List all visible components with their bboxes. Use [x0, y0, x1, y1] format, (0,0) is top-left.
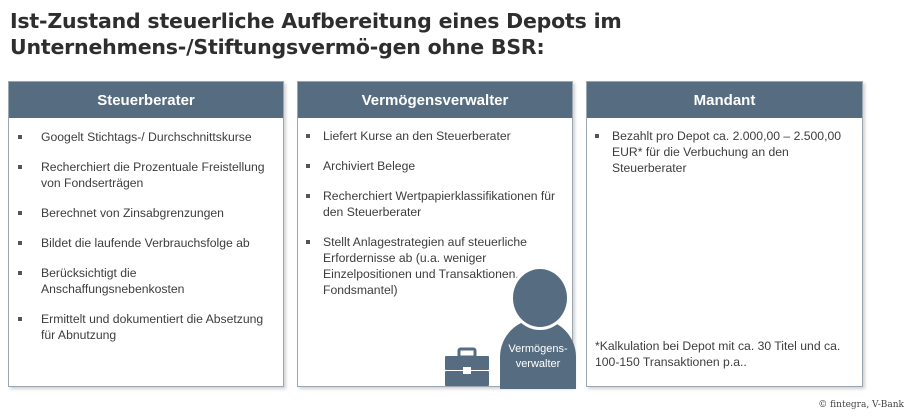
footnote: *Kalkulation bei Depot mit ca. 30 Titel und ca. 100-150 Transaktionen p.a..	[595, 339, 841, 369]
list-item: Stellt Anlagestrategien auf steuerliche Erfordernisse ab (u.a. weniger Einzelpositionen und Transaktionen, Fondsmantel)	[306, 234, 564, 298]
list-item: Bezahlt pro Depot ca. 2.000,00 – 2.500,00 EUR* für die Verbuchung an den Steuerberater	[595, 128, 854, 176]
bullet-list	[9, 118, 283, 343]
bullet-list	[587, 118, 862, 176]
list-item: Berechnet von Zinsabgrenzungen	[18, 205, 275, 221]
list-item: Googelt Stichtags-/ Durchschnittskurse	[18, 129, 275, 145]
list-item: Recherchiert Wertpapierklassifikationen für den Steuerberater	[306, 188, 564, 220]
card-header-mandant: Mandant	[587, 82, 862, 118]
card-header-steuerberater: Steuerberater	[9, 82, 283, 118]
list-item: Recherchiert die Prozentuale Freistellung von Fondserträgen	[18, 159, 275, 191]
list-item: Liefert Kurse an den Steuerberater	[306, 128, 564, 144]
list-item: Ermittelt und dokumentiert die Absetzung für Abnutzung	[18, 311, 275, 343]
list-item: Bildet die laufende Verbrauchsfolge ab	[18, 235, 275, 251]
briefcase-icon	[444, 347, 490, 387]
list-item: Berücksichtigt die Anschaffungsnebenkosten	[18, 265, 275, 297]
list-item: Archiviert Belege	[306, 158, 564, 174]
card-steuerberater	[8, 81, 284, 387]
person-head	[510, 266, 570, 330]
copyright-notice: © fintegra, V-Bank	[818, 400, 904, 410]
card-header-vermoegensverwalter: Vermögensverwalter	[298, 82, 572, 118]
page-title: Ist-Zustand steuerliche Aufbereitung eines Depots im Unternehmens-/Stiftungsvermö-gen ohne BSR:	[10, 9, 622, 59]
person-label: Vermögens-verwalter	[508, 343, 568, 370]
card-mandant	[586, 81, 863, 387]
